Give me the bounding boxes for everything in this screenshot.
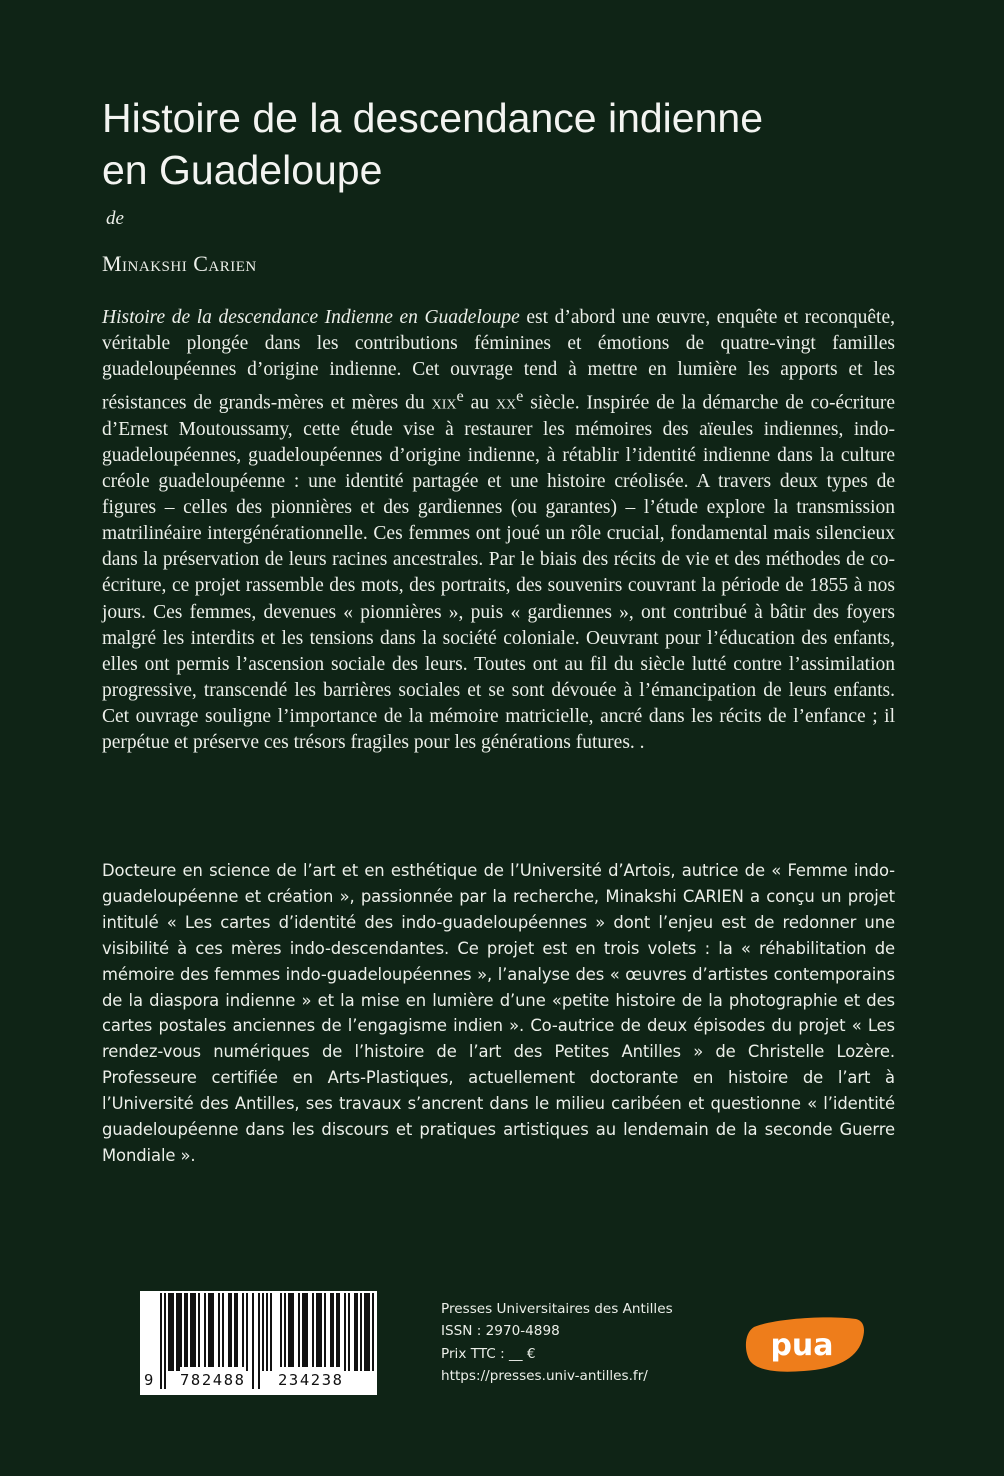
barcode-bar: [324, 1293, 326, 1371]
barcode-bar: [348, 1293, 350, 1371]
pua-logo: [744, 1313, 866, 1377]
barcode-bar: [212, 1293, 214, 1371]
barcode-bar: [292, 1293, 294, 1371]
logo-text: pua: [770, 1328, 834, 1363]
barcode-bar: [222, 1293, 224, 1371]
barcode-bar: [172, 1293, 174, 1371]
summary-book-title: Histoire de la descendance Indienne en Guadeloupe: [102, 307, 520, 328]
barcode-bar: [372, 1293, 374, 1371]
publisher-info: [441, 1298, 673, 1387]
barcode-bar: [290, 1293, 292, 1371]
barcode-bar: [312, 1293, 314, 1371]
barcode-bar: [316, 1293, 318, 1371]
barcode-bar: [230, 1293, 232, 1371]
barcode-bar: [176, 1293, 178, 1371]
barcode-bar: [280, 1293, 282, 1371]
author-name: Minakshi Carien: [102, 251, 257, 276]
barcode-bar: [360, 1293, 362, 1371]
barcode-bar: [320, 1293, 322, 1371]
barcode-bar: [330, 1293, 332, 1371]
barcode-bar: [236, 1293, 238, 1371]
issn: ISSN : 2970-4898: [441, 1323, 560, 1340]
book-title-line-2: en Guadeloupe: [102, 147, 383, 193]
barcode-bar: [336, 1293, 338, 1371]
barcode-bar: [270, 1293, 272, 1371]
barcode-bar: [198, 1293, 200, 1371]
barcode-bar: [184, 1293, 186, 1371]
isbn-barcode: [140, 1291, 377, 1395]
century-20: xx: [495, 392, 517, 414]
barcode-bar: [298, 1293, 300, 1371]
summary-text-2: au: [463, 392, 496, 414]
barcode-bar: [190, 1293, 192, 1371]
barcode-bar: [194, 1293, 196, 1371]
barcode-bar: [318, 1293, 320, 1371]
barcode-bar: [168, 1293, 170, 1371]
barcode-bar: [262, 1293, 264, 1371]
barcode-bar: [180, 1293, 182, 1371]
barcode-bar: [204, 1293, 206, 1371]
barcode-bar: [170, 1293, 172, 1371]
barcode-bar: [288, 1293, 290, 1371]
publisher-url: https://presses.univ-antilles.fr/: [441, 1367, 648, 1384]
barcode-bar: [246, 1293, 248, 1371]
book-summary: [102, 305, 895, 756]
barcode-bar: [266, 1293, 268, 1371]
price: Prix TTC : __ €: [441, 1345, 536, 1362]
book-title-line-1: Histoire de la descendance indienne: [102, 95, 764, 141]
summary-text-3: siècle. Inspirée de la démarche de co-écriture d’Ernest Moutoussamy, cette étude vise à restaurer les mémoires des aïeules indiennes, indo-guadeloupéennes, guadeloupéennes d’origine indienne, à rétablir l’identité indienne dans la culture créole guadeloupéenne : une identité partagée et une histoire créolisée. A travers deux types de figures – celles des pionnières et des gardiennes (ou garantes) – l’étude explore la transmission matrilinéaire intergénérationnelle. Ces femmes ont joué un rôle crucial, fondamental mais silencieux dans la préservation de leurs racines ancestrales. Par le biais des récits de vie et des méthodes de co-écriture, ce projet rassemble des mots, des portraits, des souvenirs couvrant la période de 1855 à nos jours. Ces femmes, devenues « pionnières », puis « gardiennes », ont contribué à bâtir des foyers malgré les interdits et les tensions dans la société coloniale. Oeuvrant pour l’éducation des enfants, elles ont permis l’ascension sociale des leurs. Toutes ont au fil du siècle lutté contre l’assimilation progressive, transcendé les barrières sociales et se sont dévouée à l’émancipation de leurs enfants. Cet ouvrage souligne l’importance de la mémoire matricielle, ancré dans les récits de l’enfance ; il perpétue et préserve ces trésors fragiles pour les générations futures. .: [102, 392, 896, 753]
barcode-bar: [368, 1293, 370, 1371]
author-bio: Docteure en science de l’art et en esthétique de l’Université d’Artois, autrice de « Femme indo-guadeloupéenne et création », passionnée par la recherche, Minakshi CARIEN a conçu un projet intitulé « Les cartes d’identité des indo-guadeloupéennes » dont l’enjeu est de redonner une visibilité à ces mères indo-descendantes. Ce projet est en trois volets : la « réhabilitation de mémoire des femmes indo-guadeloupéennes », l’analyse des « œuvres d’artistes contemporains de la diaspora indienne » et la mise en lumière d’une «petite histoire de la photographie et des cartes postales anciennes de l’engagisme indien ». Co-autrice de deux épisodes du projet « Les rendez-vous numériques de l’histoire de l’art des Petites Antilles » de Christelle Lozère. Professeure certifiée en Arts-Plastiques, actuellement doctorante en histoire de l’art à l’Université des Antilles, ses travaux s’ancrent dans le milieu caribéen et questionne « l’identité guadeloupéenne dans les discours et pratiques artistiques au lendemain de la seconde Guerre Mondiale ».: [102, 861, 895, 1165]
barcode-bar: [338, 1293, 340, 1371]
publisher-name: Presses Universitaires des Antilles: [441, 1301, 673, 1317]
byline: de: [106, 208, 124, 229]
barcode-bar: [234, 1293, 236, 1371]
barcode-bar: [178, 1293, 180, 1371]
barcode-bar: [208, 1293, 210, 1371]
barcode-bar: [218, 1293, 220, 1371]
barcode-bar: [332, 1293, 334, 1371]
barcode-bar: [284, 1293, 286, 1371]
barcode-bar: [192, 1293, 194, 1371]
barcode-bar: [186, 1293, 188, 1371]
barcode-bar: [242, 1293, 244, 1371]
barcode-bar: [304, 1293, 306, 1371]
barcode-bar: [354, 1293, 356, 1371]
summary-text-1: est d’abord une œuvre, enquête et reconquête, véritable plongée dans les contributions féminines et émotions de quatre-vingt familles guadeloupéennes d’origine indienne. Cet ouvrage tend à mettre en lumière les apports et les résistances de grands-mères et mères du: [102, 307, 895, 414]
barcode-bar: [366, 1293, 368, 1371]
barcode-bar: [344, 1293, 346, 1371]
barcode-right-digits: 234238: [278, 1367, 344, 1393]
barcode-bar: [302, 1293, 304, 1371]
barcode-bar: [356, 1293, 358, 1371]
century-19-sup: e: [456, 387, 464, 406]
barcode-bar: [306, 1293, 308, 1371]
century-20-sup: e: [516, 387, 524, 406]
century-19: xix: [431, 392, 457, 414]
barcode-first-digit: 9: [144, 1367, 153, 1393]
barcode-bar: [364, 1293, 366, 1371]
barcode-bar: [210, 1293, 212, 1371]
barcode-bar: [228, 1293, 230, 1371]
barcode-digits: [140, 1367, 377, 1393]
barcode-left-digits: 782488: [180, 1367, 246, 1393]
book-title: [102, 92, 922, 196]
